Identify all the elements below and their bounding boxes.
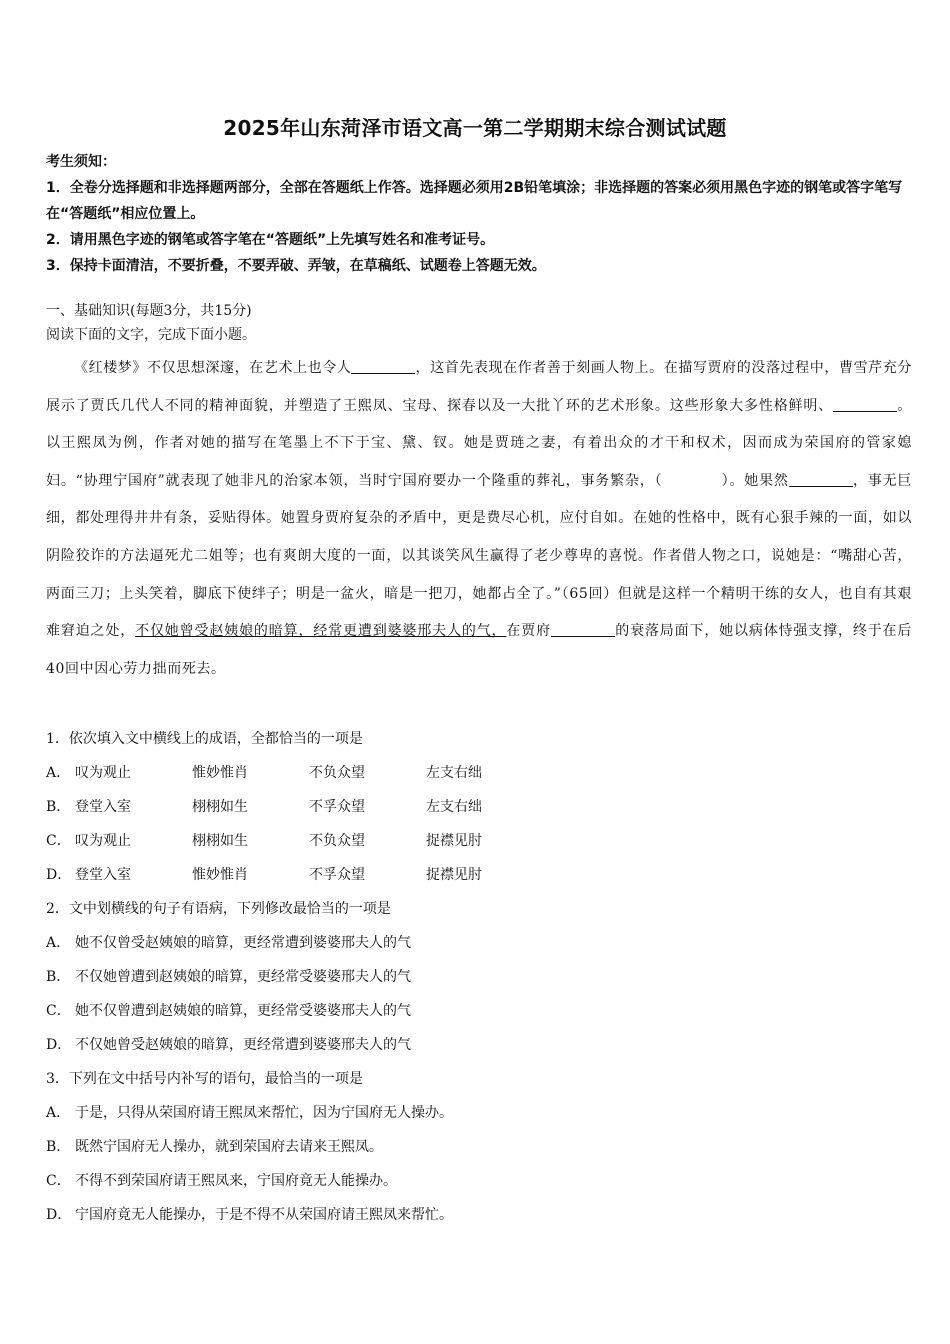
option-key: D． — [46, 867, 72, 883]
option-key: D． — [46, 1037, 72, 1053]
passage-text: 在贾府 — [506, 623, 551, 640]
passage-text: 的衰落局面下，她以病体恃强支撑，终于在后40回中因心劳力拙而死去。 — [46, 623, 912, 677]
fill-blank — [551, 620, 615, 637]
choice-option[interactable] — [46, 1096, 906, 1130]
option-key: B． — [46, 1139, 71, 1155]
fill-blank — [789, 470, 853, 487]
option-key: B． — [46, 799, 71, 815]
option-text: 不仅她曾受赵姨娘的暗算，更经常遭到婆婆邢夫人的气 — [75, 1037, 411, 1053]
option-idiom: 捉襟见肘 — [426, 867, 482, 883]
option-idiom: 左支右绌 — [426, 799, 482, 815]
choice-option[interactable] — [46, 994, 906, 1028]
option-key: A． — [46, 935, 71, 951]
choice-option[interactable] — [46, 1198, 906, 1232]
exam-notice — [46, 149, 906, 279]
option-idiom: 登堂入室 — [75, 799, 131, 815]
option-text: 不得不到荣国府请王熙凤来，宁国府竟无人能操办。 — [75, 1173, 397, 1189]
page-title: 2025年山东菏泽市语文高一第二学期期末综合测试试题 — [223, 116, 727, 140]
option-idiom: 不孚众望 — [309, 799, 365, 815]
option-idiom: 栩栩如生 — [192, 833, 248, 849]
choice-option[interactable] — [46, 960, 906, 994]
notice-item: 2．请用黑色字迹的钢笔或答字笔在“答题纸”上先填写姓名和准考证号。 — [46, 232, 495, 248]
section-header — [46, 299, 906, 347]
notice-item: 3．保持卡面清洁，不要折叠，不要弄破、弄皱，在草稿纸、试题卷上答题无效。 — [46, 258, 546, 274]
option-idiom: 叹为观止 — [75, 765, 131, 781]
choice-option[interactable] — [46, 790, 906, 824]
notice-heading: 考生须知： — [46, 154, 116, 170]
underlined-sentence: 不仅她曾受赵姨娘的暗算，经常更遭到婆婆邢夫人的气， — [135, 623, 507, 640]
fill-blank — [351, 357, 415, 374]
option-idiom: 不负众望 — [309, 765, 365, 781]
option-text: 她不仅曾受赵姨娘的暗算，更经常遭到婆婆邢夫人的气 — [75, 935, 411, 951]
option-key: A． — [46, 1105, 71, 1121]
option-idiom: 惟妙惟肖 — [192, 867, 248, 883]
question-stem: 2．文中划横线的句子有语病，下列修改最恰当的一项是 — [46, 901, 391, 917]
choice-option[interactable] — [46, 1028, 906, 1062]
passage-text: 。以王熙凤为例，作者对她的描写在笔墨上不下于宝、黛、钗。她是贾琏之妻，有着出众的才干和权术，因而成为荣国府的管家媳妇。“协理宁国府”就表现了她非凡的治家本领，当时宁国府要办一个隆重的葬礼，事务繁杂，（ ）。她果然 — [46, 397, 912, 489]
option-key: B． — [46, 969, 71, 985]
option-idiom: 不负众望 — [309, 833, 365, 849]
option-key: C． — [46, 833, 71, 849]
reading-passage — [46, 350, 912, 688]
option-idiom: 惟妙惟肖 — [192, 765, 248, 781]
option-idiom: 左支右绌 — [426, 765, 482, 781]
passage-paragraph — [46, 350, 912, 688]
notice-item: 1．全卷分选择题和非选择题两部分，全部在答题纸上作答。选择题必须用2B铅笔填涂；非选择题的答案必须用黑色字迹的钢笔或答字笔写在“答题纸”相应位置上。 — [46, 180, 903, 222]
question-stem: 1．依次填入文中横线上的成语，全都恰当的一项是 — [46, 731, 363, 747]
choice-option[interactable] — [46, 1130, 906, 1164]
section-instruction: 阅读下面的文字，完成下面小题。 — [46, 327, 256, 343]
passage-text: ，这首先表现在作者善于刻画人物上。在描写贾府的没落过程中，曹雪芹充分展示了贾氏几代人不同的精神面貌，并塑造了王熙凤、宝母、探春以及一大批丫环的艺术形象。这些形象大多性格鲜明、 — [46, 360, 912, 414]
option-key: A． — [46, 765, 71, 781]
question-list — [46, 722, 906, 1232]
choice-option[interactable] — [46, 926, 906, 960]
option-text: 于是，只得从荣国府请王熙凤来帮忙，因为宁国府无人操办。 — [75, 1105, 453, 1121]
choice-option[interactable] — [46, 1164, 906, 1198]
option-text: 不仅她曾遭到赵姨娘的暗算，更经常受婆婆邢夫人的气 — [75, 969, 411, 985]
option-key: D． — [46, 1207, 72, 1223]
choice-option[interactable] — [46, 824, 906, 858]
option-key: C． — [46, 1173, 71, 1189]
option-idiom: 登堂入室 — [75, 867, 131, 883]
option-key: C． — [46, 1003, 71, 1019]
fill-blank — [833, 395, 897, 412]
passage-text: 《红楼梦》不仅思想深邃，在艺术上也令人 — [74, 360, 352, 376]
option-idiom: 不孚众望 — [309, 867, 365, 883]
option-idiom: 栩栩如生 — [192, 799, 248, 815]
section-heading: 一、基础知识(每题3分，共15分) — [46, 303, 252, 319]
choice-option[interactable] — [46, 858, 906, 892]
option-idiom: 叹为观止 — [75, 833, 131, 849]
choice-option[interactable] — [46, 756, 906, 790]
passage-text: ，事无巨细，都处理得井井有条，妥贴得体。她置身贾府复杂的矛盾中，更是费尽心机，应付自如。在她的性格中，既有心狠手辣的一面，如以阴险狡诈的方法逼死尤二姐等；也有爽朗大度的一面，以其谈笑风生赢得了老少尊卑的喜悦。作者借人物之口，说她是：“嘴甜心苦，两面三刀；上头笑着，脚底下使绊子；明是一盆火，暗是一把刀，她都占全了。”（65回）但就是这样一个精明干练的女人，也自有其艰难窘迫之处， — [46, 472, 912, 640]
question-stem: 3．下列在文中括号内补写的语句，最恰当的一项是 — [46, 1071, 363, 1087]
option-text: 既然宁国府无人操办，就到荣国府去请来王熙凤。 — [75, 1139, 383, 1155]
option-text: 宁国府竟无人能操办，于是不得不从荣国府请王熙凤来帮忙。 — [75, 1207, 453, 1223]
option-idiom: 捉襟见肘 — [426, 833, 482, 849]
option-text: 她不仅曾遭到赵姨娘的暗算，更经常受婆婆邢夫人的气 — [75, 1003, 411, 1019]
